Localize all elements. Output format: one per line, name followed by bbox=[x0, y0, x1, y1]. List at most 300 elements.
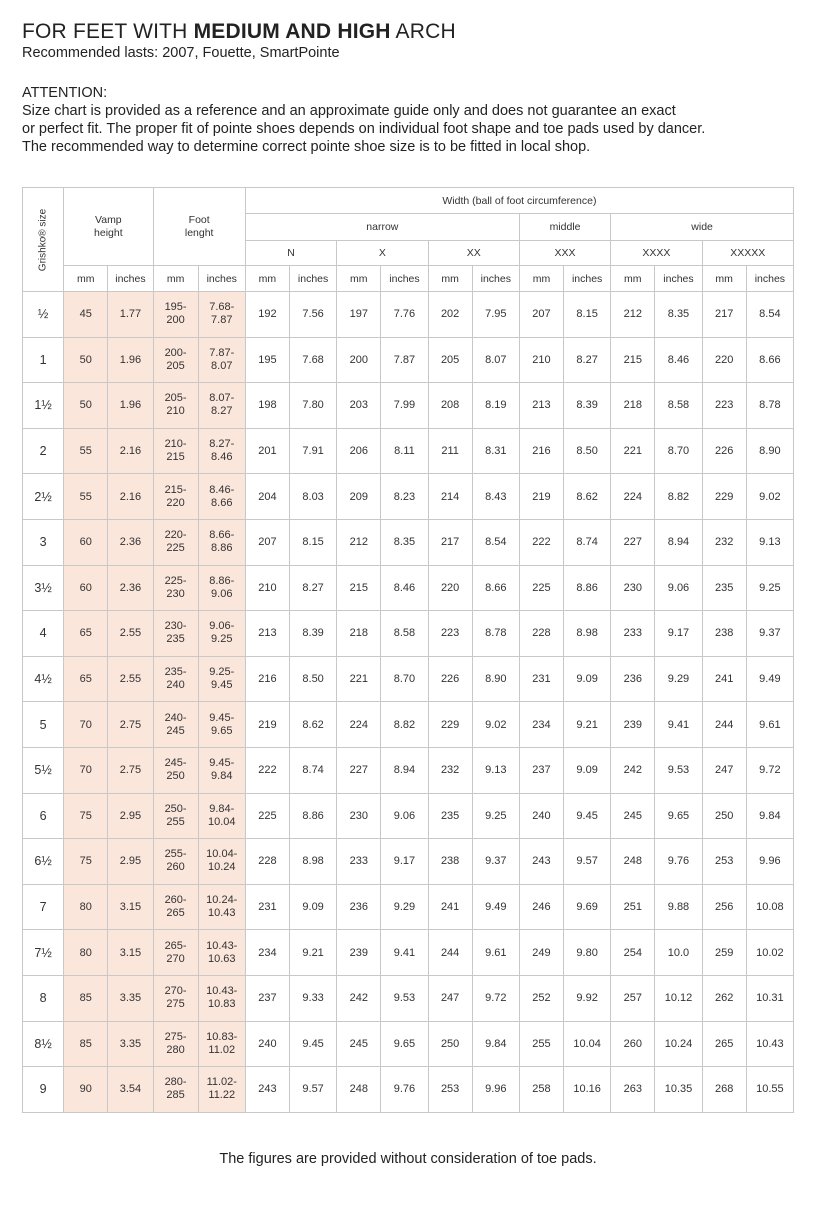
foot-mm-line: 225- bbox=[164, 574, 187, 587]
foot-mm-cell bbox=[153, 1021, 198, 1067]
foot-mm-cell bbox=[153, 611, 198, 657]
vamp-mm-cell: 45 bbox=[64, 292, 108, 338]
width-inches-cell: 9.49 bbox=[746, 656, 793, 702]
size-cell: 4 bbox=[23, 611, 64, 657]
size-cell: 5½ bbox=[23, 747, 64, 793]
width-inches-cell: 7.99 bbox=[381, 383, 428, 429]
width-inches-cell: 9.49 bbox=[472, 884, 519, 930]
foot-mm-cell bbox=[153, 702, 198, 748]
width-inches-cell: 9.72 bbox=[746, 747, 793, 793]
width-inches-cell: 9.84 bbox=[746, 793, 793, 839]
width-inches-cell: 9.21 bbox=[564, 702, 611, 748]
size-cell: 4½ bbox=[23, 656, 64, 702]
width-header: Width (ball of foot circumference) bbox=[245, 188, 793, 214]
width-mm-cell: 215 bbox=[611, 337, 655, 383]
vamp-inches-cell: 3.15 bbox=[108, 930, 153, 976]
width-inches-cell: 8.62 bbox=[564, 474, 611, 520]
attention-line: The recommended way to determine correct pointe shoe size is to be fitted in local shop. bbox=[22, 139, 591, 155]
foot-inches-cell bbox=[198, 975, 245, 1021]
group-middle: middle bbox=[519, 214, 610, 241]
foot-inches-cell bbox=[198, 747, 245, 793]
width-mm-cell: 230 bbox=[337, 793, 381, 839]
foot-mm-line: 235- bbox=[164, 666, 187, 679]
width-mm-cell: 216 bbox=[245, 656, 289, 702]
foot-mm-cell bbox=[153, 565, 198, 611]
width-mm-cell: 249 bbox=[519, 930, 563, 976]
width-inches-cell: 8.35 bbox=[381, 519, 428, 565]
width-mm-cell: 238 bbox=[428, 839, 472, 885]
foot-inches-line: 10.63 bbox=[207, 952, 236, 965]
page-title bbox=[22, 20, 456, 44]
width-inches-cell: 9.06 bbox=[655, 565, 702, 611]
width-mm-cell: 219 bbox=[519, 474, 563, 520]
width-xxxxx: XXXXX bbox=[702, 241, 793, 266]
width-inches-cell: 9.25 bbox=[746, 565, 793, 611]
width-mm-cell: 201 bbox=[245, 428, 289, 474]
width-mm-cell: 236 bbox=[337, 884, 381, 930]
width-inches-cell: 8.74 bbox=[290, 747, 337, 793]
foot-inches-line: 10.04- bbox=[206, 848, 238, 861]
width-mm-cell: 248 bbox=[611, 839, 655, 885]
foot-mm-line: 255- bbox=[164, 848, 187, 861]
foot-inches-line: 11.22 bbox=[208, 1089, 236, 1102]
vamp-inches-cell: 2.36 bbox=[108, 519, 153, 565]
width-mm-cell: 244 bbox=[702, 702, 746, 748]
foot-inches-line: 8.07 bbox=[211, 359, 233, 372]
width-inches-cell: 7.91 bbox=[290, 428, 337, 474]
foot-mm-cell bbox=[153, 747, 198, 793]
width-mm-cell: 212 bbox=[337, 519, 381, 565]
width-mm-cell: 240 bbox=[519, 793, 563, 839]
attention-line: or perfect fit. The proper fit of pointe shoes depends on individual foot shape and toe pads used by dancer. bbox=[22, 121, 706, 137]
width-mm-cell: 220 bbox=[428, 565, 472, 611]
foot-mm-cell bbox=[153, 383, 198, 429]
width-mm-cell: 260 bbox=[611, 1021, 655, 1067]
vamp-mm-cell: 55 bbox=[64, 428, 108, 474]
width-inches-cell: 8.03 bbox=[290, 474, 337, 520]
width-inches-cell: 10.35 bbox=[655, 1067, 702, 1113]
foot-inches-line: 8.86- bbox=[209, 574, 235, 587]
width-mm-cell: 222 bbox=[519, 519, 563, 565]
width-mm-cell: 247 bbox=[702, 747, 746, 793]
size-header: Grishko® size bbox=[23, 188, 64, 292]
width-inches-cell: 8.82 bbox=[381, 702, 428, 748]
width-mm-cell: 218 bbox=[611, 383, 655, 429]
size-cell: 7 bbox=[23, 884, 64, 930]
width-inches-cell: 9.33 bbox=[290, 975, 337, 1021]
foot-mm-line: 200- bbox=[164, 346, 187, 359]
width-mm-cell: 259 bbox=[702, 930, 746, 976]
foot-inches-cell bbox=[198, 383, 245, 429]
width-mm-cell: 233 bbox=[611, 611, 655, 657]
width-mm-cell: 253 bbox=[428, 1067, 472, 1113]
foot-inches-line: 9.25 bbox=[211, 633, 233, 646]
width-inches-cell: 8.15 bbox=[564, 292, 611, 338]
width-inches-cell: 9.45 bbox=[290, 1021, 337, 1067]
width-inches-cell: 7.80 bbox=[290, 383, 337, 429]
width-mm-cell: 231 bbox=[245, 884, 289, 930]
width-inches-cell: 8.50 bbox=[564, 428, 611, 474]
width-mm-cell: 239 bbox=[611, 702, 655, 748]
width-mm-cell: 198 bbox=[245, 383, 289, 429]
width-inches-cell: 8.86 bbox=[290, 793, 337, 839]
foot-inches-line: 8.46- bbox=[209, 483, 235, 496]
vamp-mm-cell: 90 bbox=[64, 1067, 108, 1113]
width-mm-cell: 210 bbox=[519, 337, 563, 383]
width-mm-cell: 242 bbox=[611, 747, 655, 793]
width-inches-cell: 9.84 bbox=[472, 1021, 519, 1067]
width-mm-cell: 234 bbox=[519, 702, 563, 748]
width-inches-cell: 8.70 bbox=[381, 656, 428, 702]
foot-inches-line: 9.06- bbox=[209, 620, 235, 633]
foot-mm-line: 280 bbox=[166, 1043, 185, 1056]
unit-inches-header: inches bbox=[746, 266, 793, 292]
foot-mm-line: 245 bbox=[166, 724, 185, 737]
size-cell: 8½ bbox=[23, 1021, 64, 1067]
vamp-inches-cell: 1.96 bbox=[108, 337, 153, 383]
width-inches-cell: 9.17 bbox=[381, 839, 428, 885]
width-inches-cell: 9.13 bbox=[472, 747, 519, 793]
foot-mm-line: 260 bbox=[166, 861, 185, 874]
foot-inches-line: 9.84- bbox=[209, 802, 235, 815]
foot-inches-cell bbox=[198, 1067, 245, 1113]
foot-inches-cell bbox=[198, 292, 245, 338]
width-inches-cell: 9.45 bbox=[564, 793, 611, 839]
foot-inches-line: 9.84 bbox=[211, 770, 233, 783]
foot-mm-line: 275 bbox=[166, 998, 185, 1011]
foot-inches-line: 10.83- bbox=[206, 1030, 238, 1043]
width-mm-cell: 226 bbox=[428, 656, 472, 702]
group-narrow: narrow bbox=[245, 214, 519, 241]
unit-inches-header: inches bbox=[564, 266, 611, 292]
width-mm-cell: 202 bbox=[428, 292, 472, 338]
width-mm-cell: 228 bbox=[245, 839, 289, 885]
foot-inches-line: 9.65 bbox=[211, 724, 233, 737]
foot-inches-line: 8.66 bbox=[211, 496, 233, 509]
vamp-mm-cell: 60 bbox=[64, 519, 108, 565]
width-inches-cell: 9.96 bbox=[746, 839, 793, 885]
width-inches-cell: 8.07 bbox=[472, 337, 519, 383]
width-inches-cell: 9.65 bbox=[655, 793, 702, 839]
vamp-inches-cell: 2.55 bbox=[108, 656, 153, 702]
foot-mm-line: 200 bbox=[166, 314, 185, 327]
foot-mm-line: 210 bbox=[166, 405, 185, 418]
foot-inches-cell bbox=[198, 702, 245, 748]
width-mm-cell: 244 bbox=[428, 930, 472, 976]
width-mm-cell: 214 bbox=[428, 474, 472, 520]
vamp-height-header: Vamp height bbox=[64, 188, 153, 266]
attention-notice bbox=[22, 84, 802, 156]
width-inches-cell: 8.35 bbox=[655, 292, 702, 338]
foot-mm-cell bbox=[153, 975, 198, 1021]
vamp-mm-cell: 60 bbox=[64, 565, 108, 611]
width-inches-cell: 8.23 bbox=[381, 474, 428, 520]
width-inches-cell: 9.96 bbox=[472, 1067, 519, 1113]
foot-mm-cell bbox=[153, 428, 198, 474]
width-mm-cell: 221 bbox=[337, 656, 381, 702]
width-mm-cell: 215 bbox=[337, 565, 381, 611]
foot-inches-cell bbox=[198, 930, 245, 976]
width-mm-cell: 205 bbox=[428, 337, 472, 383]
width-mm-cell: 223 bbox=[428, 611, 472, 657]
width-inches-cell: 8.43 bbox=[472, 474, 519, 520]
unit-inches-header: inches bbox=[198, 266, 245, 292]
title-bold: MEDIUM AND HIGH bbox=[193, 20, 391, 43]
foot-mm-line: 270 bbox=[166, 952, 185, 965]
vamp-mm-cell: 70 bbox=[64, 747, 108, 793]
width-inches-cell: 7.76 bbox=[381, 292, 428, 338]
width-inches-cell: 8.31 bbox=[472, 428, 519, 474]
width-mm-cell: 224 bbox=[611, 474, 655, 520]
foot-mm-cell bbox=[153, 1067, 198, 1113]
width-mm-cell: 252 bbox=[519, 975, 563, 1021]
vamp-mm-cell: 85 bbox=[64, 975, 108, 1021]
foot-mm-line: 245- bbox=[164, 757, 187, 770]
width-mm-cell: 241 bbox=[702, 656, 746, 702]
width-mm-cell: 237 bbox=[519, 747, 563, 793]
width-mm-cell: 195 bbox=[245, 337, 289, 383]
table-row bbox=[23, 383, 794, 429]
foot-length-header: Foot lenght bbox=[153, 188, 245, 266]
width-inches-cell: 8.66 bbox=[746, 337, 793, 383]
width-mm-cell: 243 bbox=[519, 839, 563, 885]
width-mm-cell: 254 bbox=[611, 930, 655, 976]
width-mm-cell: 217 bbox=[428, 519, 472, 565]
table-row bbox=[23, 1021, 794, 1067]
vamp-inches-cell: 1.77 bbox=[108, 292, 153, 338]
width-inches-cell: 8.50 bbox=[290, 656, 337, 702]
width-inches-cell: 8.46 bbox=[655, 337, 702, 383]
table-row bbox=[23, 474, 794, 520]
table-row bbox=[23, 793, 794, 839]
vamp-inches-cell: 2.36 bbox=[108, 565, 153, 611]
foot-inches-line: 11.02- bbox=[206, 1076, 237, 1089]
width-inches-cell: 9.69 bbox=[564, 884, 611, 930]
foot-inches-line: 7.68- bbox=[209, 301, 235, 314]
foot-mm-cell bbox=[153, 519, 198, 565]
width-mm-cell: 236 bbox=[611, 656, 655, 702]
vamp-mm-cell: 75 bbox=[64, 839, 108, 885]
width-mm-cell: 227 bbox=[337, 747, 381, 793]
foot-mm-line: 265 bbox=[166, 907, 185, 920]
width-mm-cell: 263 bbox=[611, 1067, 655, 1113]
width-inches-cell: 9.06 bbox=[381, 793, 428, 839]
size-cell: 5 bbox=[23, 702, 64, 748]
width-inches-cell: 7.95 bbox=[472, 292, 519, 338]
width-inches-cell: 9.09 bbox=[564, 656, 611, 702]
size-cell: 9 bbox=[23, 1067, 64, 1113]
foot-mm-cell bbox=[153, 930, 198, 976]
width-mm-cell: 242 bbox=[337, 975, 381, 1021]
width-mm-cell: 257 bbox=[611, 975, 655, 1021]
width-inches-cell: 8.90 bbox=[746, 428, 793, 474]
unit-mm-header: mm bbox=[153, 266, 198, 292]
foot-inches-line: 8.46 bbox=[211, 451, 233, 464]
width-mm-cell: 208 bbox=[428, 383, 472, 429]
width-mm-cell: 225 bbox=[519, 565, 563, 611]
vamp-mm-cell: 65 bbox=[64, 611, 108, 657]
foot-inches-line: 9.25- bbox=[209, 666, 235, 679]
width-inches-cell: 10.12 bbox=[655, 975, 702, 1021]
width-inches-cell: 8.78 bbox=[746, 383, 793, 429]
vamp-inches-cell: 2.95 bbox=[108, 793, 153, 839]
vamp-mm-cell: 85 bbox=[64, 1021, 108, 1067]
width-inches-cell: 7.68 bbox=[290, 337, 337, 383]
foot-mm-line: 270- bbox=[164, 985, 187, 998]
width-mm-cell: 247 bbox=[428, 975, 472, 1021]
width-inches-cell: 8.11 bbox=[381, 428, 428, 474]
width-inches-cell: 10.31 bbox=[746, 975, 793, 1021]
foot-mm-line: 240 bbox=[166, 679, 185, 692]
width-mm-cell: 227 bbox=[611, 519, 655, 565]
width-inches-cell: 10.0 bbox=[655, 930, 702, 976]
unit-mm-header: mm bbox=[337, 266, 381, 292]
width-xx: XX bbox=[428, 241, 519, 266]
foot-inches-line: 9.45- bbox=[209, 757, 235, 770]
foot-inches-line: 9.06 bbox=[211, 587, 233, 600]
unit-mm-header: mm bbox=[611, 266, 655, 292]
foot-mm-cell bbox=[153, 337, 198, 383]
width-inches-cell: 8.82 bbox=[655, 474, 702, 520]
attention-line: Size chart is provided as a reference and an approximate guide only and does not guarantee an exact bbox=[22, 103, 676, 119]
foot-inches-cell bbox=[198, 793, 245, 839]
width-mm-cell: 228 bbox=[519, 611, 563, 657]
width-inches-cell: 9.61 bbox=[746, 702, 793, 748]
foot-mm-line: 280- bbox=[164, 1076, 187, 1089]
vamp-mm-cell: 50 bbox=[64, 383, 108, 429]
width-mm-cell: 216 bbox=[519, 428, 563, 474]
unit-inches-header: inches bbox=[472, 266, 519, 292]
width-inches-cell: 8.27 bbox=[564, 337, 611, 383]
width-inches-cell: 8.19 bbox=[472, 383, 519, 429]
vamp-mm-cell: 55 bbox=[64, 474, 108, 520]
width-inches-cell: 9.41 bbox=[381, 930, 428, 976]
width-mm-cell: 238 bbox=[702, 611, 746, 657]
width-mm-cell: 255 bbox=[519, 1021, 563, 1067]
foot-mm-line: 195- bbox=[164, 301, 187, 314]
width-mm-cell: 209 bbox=[337, 474, 381, 520]
foot-inches-line: 10.43 bbox=[207, 907, 236, 920]
foot-inches-cell bbox=[198, 474, 245, 520]
width-inches-cell: 9.61 bbox=[472, 930, 519, 976]
width-inches-cell: 8.15 bbox=[290, 519, 337, 565]
foot-mm-line: 215 bbox=[166, 451, 185, 464]
vamp-inches-cell: 2.75 bbox=[108, 747, 153, 793]
width-mm-cell: 241 bbox=[428, 884, 472, 930]
foot-inches-line: 7.87- bbox=[209, 346, 235, 359]
width-inches-cell: 8.70 bbox=[655, 428, 702, 474]
table-row bbox=[23, 747, 794, 793]
size-cell: ½ bbox=[23, 292, 64, 338]
foot-mm-line: 275- bbox=[164, 1030, 187, 1043]
width-mm-cell: 250 bbox=[702, 793, 746, 839]
foot-mm-line: 250- bbox=[164, 802, 187, 815]
foot-mm-line: 255 bbox=[166, 815, 185, 828]
foot-inches-line: 10.04 bbox=[207, 815, 236, 828]
width-inches-cell: 9.17 bbox=[655, 611, 702, 657]
vamp-inches-cell: 3.35 bbox=[108, 1021, 153, 1067]
foot-inches-line: 11.02 bbox=[208, 1043, 236, 1056]
vamp-inches-cell: 3.54 bbox=[108, 1067, 153, 1113]
foot-mm-cell bbox=[153, 292, 198, 338]
width-inches-cell: 10.43 bbox=[746, 1021, 793, 1067]
unit-inches-header: inches bbox=[381, 266, 428, 292]
width-inches-cell: 9.09 bbox=[564, 747, 611, 793]
unit-inches-header: inches bbox=[655, 266, 702, 292]
table-row bbox=[23, 565, 794, 611]
width-mm-cell: 235 bbox=[428, 793, 472, 839]
foot-mm-line: 240- bbox=[164, 711, 187, 724]
width-n: N bbox=[245, 241, 336, 266]
width-mm-cell: 234 bbox=[245, 930, 289, 976]
width-mm-cell: 258 bbox=[519, 1067, 563, 1113]
width-mm-cell: 224 bbox=[337, 702, 381, 748]
size-cell: 2 bbox=[23, 428, 64, 474]
vamp-inches-cell: 2.16 bbox=[108, 474, 153, 520]
width-inches-cell: 9.02 bbox=[472, 702, 519, 748]
unit-mm-header: mm bbox=[428, 266, 472, 292]
unit-mm-header: mm bbox=[245, 266, 289, 292]
width-inches-cell: 9.02 bbox=[746, 474, 793, 520]
width-inches-cell: 8.94 bbox=[381, 747, 428, 793]
width-inches-cell: 9.80 bbox=[564, 930, 611, 976]
width-mm-cell: 232 bbox=[702, 519, 746, 565]
size-cell: 2½ bbox=[23, 474, 64, 520]
foot-mm-line: 285 bbox=[166, 1089, 185, 1102]
width-mm-cell: 246 bbox=[519, 884, 563, 930]
table-row bbox=[23, 656, 794, 702]
width-inches-cell: 9.72 bbox=[472, 975, 519, 1021]
width-mm-cell: 211 bbox=[428, 428, 472, 474]
width-mm-cell: 245 bbox=[611, 793, 655, 839]
width-mm-cell: 210 bbox=[245, 565, 289, 611]
width-inches-cell: 9.53 bbox=[655, 747, 702, 793]
width-mm-cell: 248 bbox=[337, 1067, 381, 1113]
width-mm-cell: 243 bbox=[245, 1067, 289, 1113]
width-mm-cell: 221 bbox=[611, 428, 655, 474]
width-mm-cell: 219 bbox=[245, 702, 289, 748]
width-inches-cell: 7.87 bbox=[381, 337, 428, 383]
width-inches-cell: 9.53 bbox=[381, 975, 428, 1021]
table-row bbox=[23, 702, 794, 748]
foot-mm-cell bbox=[153, 656, 198, 702]
width-xxxx: XXXX bbox=[611, 241, 702, 266]
width-mm-cell: 206 bbox=[337, 428, 381, 474]
foot-inches-line: 10.24- bbox=[206, 894, 238, 907]
width-mm-cell: 265 bbox=[702, 1021, 746, 1067]
foot-mm-line: 260- bbox=[164, 894, 187, 907]
size-cell: 1½ bbox=[23, 383, 64, 429]
width-mm-cell: 251 bbox=[611, 884, 655, 930]
vamp-inches-cell: 2.16 bbox=[108, 428, 153, 474]
width-mm-cell: 217 bbox=[702, 292, 746, 338]
width-mm-cell: 239 bbox=[337, 930, 381, 976]
width-inches-cell: 8.86 bbox=[564, 565, 611, 611]
foot-inches-line: 10.43- bbox=[206, 939, 238, 952]
foot-inches-line: 7.87 bbox=[211, 314, 233, 327]
table-row bbox=[23, 884, 794, 930]
foot-inches-line: 10.24 bbox=[207, 861, 236, 874]
unit-mm-header: mm bbox=[702, 266, 746, 292]
foot-inches-line: 9.45 bbox=[211, 679, 233, 692]
width-inches-cell: 8.98 bbox=[564, 611, 611, 657]
footer-note: The figures are provided without consideration of toe pads. bbox=[219, 1151, 597, 1167]
width-inches-cell: 8.90 bbox=[472, 656, 519, 702]
width-inches-cell: 9.13 bbox=[746, 519, 793, 565]
size-chart-table bbox=[22, 187, 794, 1113]
foot-inches-cell bbox=[198, 337, 245, 383]
foot-mm-line: 230 bbox=[166, 587, 185, 600]
